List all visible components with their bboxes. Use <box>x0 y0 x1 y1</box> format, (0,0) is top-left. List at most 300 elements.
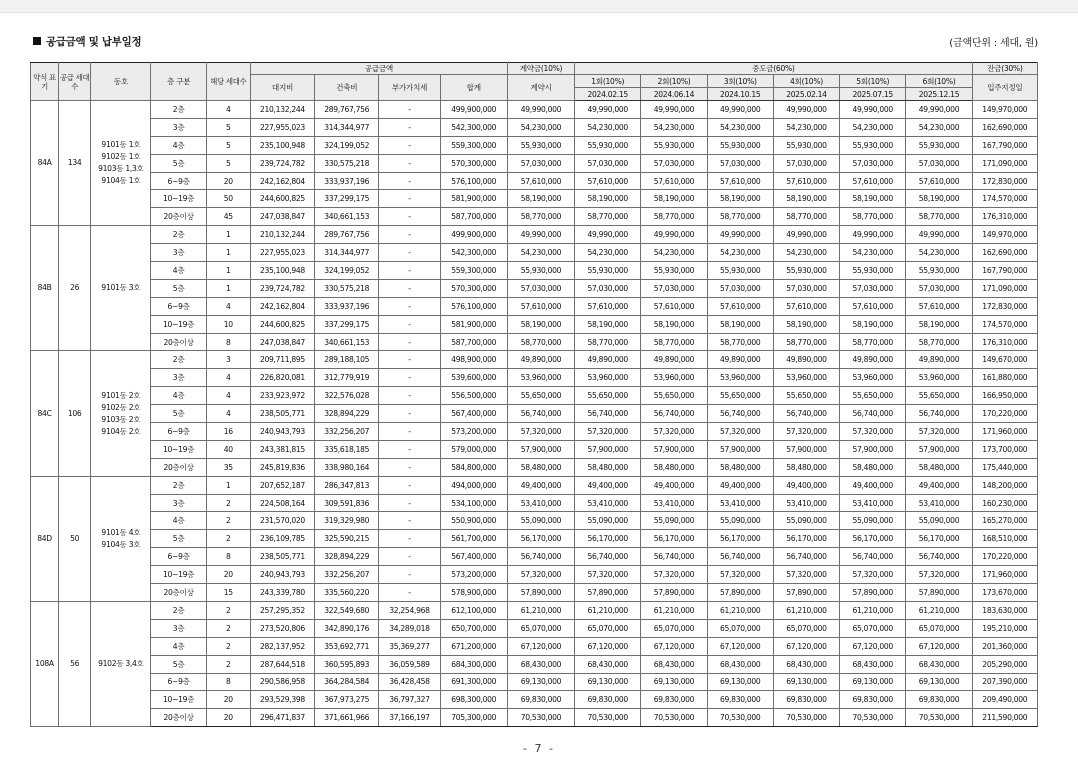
cell-land-cost: 224,508,164 <box>250 494 314 512</box>
cell-land-cost: 242,162,804 <box>250 297 314 315</box>
cell-floor: 10~19층 <box>151 566 206 584</box>
cell-total: 573,200,000 <box>440 566 507 584</box>
cell-vat: - <box>379 458 440 476</box>
cell-installment-6: 57,030,000 <box>906 279 972 297</box>
cell-vat: - <box>379 530 440 548</box>
cell-land-cost: 209,711,895 <box>250 351 314 369</box>
header-date-2: 2024.06.14 <box>641 88 707 101</box>
cell-vat: - <box>379 566 440 584</box>
cell-installment-3: 57,610,000 <box>707 297 773 315</box>
cell-balance: 173,700,000 <box>972 440 1037 458</box>
cell-installment-2: 55,090,000 <box>641 512 707 530</box>
dong-line: 9101동 1호 <box>101 140 141 150</box>
table-row <box>31 494 1038 512</box>
cell-deposit: 56,740,000 <box>507 405 574 423</box>
cell-installment-3: 49,400,000 <box>707 476 773 494</box>
table-row <box>31 369 1038 387</box>
cell-land-cost: 236,109,785 <box>250 530 314 548</box>
cell-floor: 10~19층 <box>151 691 206 709</box>
cell-installment-5: 57,900,000 <box>840 440 906 458</box>
cell-vat: 37,166,197 <box>379 709 440 727</box>
cell-installment-5: 49,990,000 <box>840 226 906 244</box>
table-row <box>31 154 1038 172</box>
cell-balance: 167,790,000 <box>972 262 1037 280</box>
cell-installment-1: 70,530,000 <box>575 709 641 727</box>
cell-balance: 175,440,000 <box>972 458 1037 476</box>
cell-vat: 36,428,458 <box>379 673 440 691</box>
cell-vat: - <box>379 387 440 405</box>
header-installment-4: 4회(10%) <box>773 75 839 88</box>
cell-land-cost: 239,724,782 <box>250 154 314 172</box>
cell-installment-2: 49,890,000 <box>641 351 707 369</box>
cell-installment-1: 55,930,000 <box>575 262 641 280</box>
cell-balance: 160,230,000 <box>972 494 1037 512</box>
cell-vat: - <box>379 440 440 458</box>
cell-total: 581,900,000 <box>440 190 507 208</box>
cell-land-cost: 243,339,780 <box>250 584 314 602</box>
cell-installment-3: 56,740,000 <box>707 405 773 423</box>
cell-installment-2: 49,990,000 <box>641 101 707 119</box>
cell-land-cost: 296,471,837 <box>250 709 314 727</box>
cell-building-cost: 314,344,977 <box>315 244 379 262</box>
cell-building-cost: 333,937,196 <box>315 297 379 315</box>
cell-installment-3: 61,210,000 <box>707 601 773 619</box>
cell-installment-2: 57,610,000 <box>641 297 707 315</box>
cell-deposit: 69,830,000 <box>507 691 574 709</box>
cell-installment-5: 54,230,000 <box>840 118 906 136</box>
cell-installment-3: 65,070,000 <box>707 619 773 637</box>
cell-building-cost: 364,284,584 <box>315 673 379 691</box>
cell-deposit: 57,890,000 <box>507 584 574 602</box>
table-row <box>31 226 1038 244</box>
cell-installment-5: 58,190,000 <box>840 315 906 333</box>
cell-households: 5 <box>206 118 250 136</box>
header-middle: 중도금(60%) <box>575 63 973 75</box>
cell-deposit: 58,190,000 <box>507 315 574 333</box>
cell-installment-2: 53,960,000 <box>641 369 707 387</box>
header-installment-6: 6회(10%) <box>906 75 972 88</box>
cell-building-cost: 289,767,756 <box>315 226 379 244</box>
cell-installment-4: 58,770,000 <box>773 333 839 351</box>
header-date-5: 2025.07.15 <box>840 88 906 101</box>
cell-households: 1 <box>206 226 250 244</box>
cell-installment-1: 58,190,000 <box>575 190 641 208</box>
cell-deposit: 57,030,000 <box>507 154 574 172</box>
cell-installment-2: 49,990,000 <box>641 226 707 244</box>
cell-installment-3: 57,030,000 <box>707 154 773 172</box>
cell-vat: - <box>379 512 440 530</box>
cell-installment-1: 57,610,000 <box>575 297 641 315</box>
dong-line: 9103동 1,3호 <box>98 164 144 174</box>
cell-installment-3: 70,530,000 <box>707 709 773 727</box>
cell-vat: - <box>379 476 440 494</box>
cell-land-cost: 240,943,793 <box>250 566 314 584</box>
cell-installment-1: 54,230,000 <box>575 244 641 262</box>
cell-total: 499,900,000 <box>440 101 507 119</box>
cell-households: 35 <box>206 458 250 476</box>
cell-installment-5: 69,130,000 <box>840 673 906 691</box>
cell-installment-1: 56,740,000 <box>575 548 641 566</box>
dong-line: 9104동 2호 <box>101 426 141 436</box>
cell-installment-6: 58,480,000 <box>906 458 972 476</box>
table-row <box>31 673 1038 691</box>
table-row <box>31 655 1038 673</box>
cell-building-cost: 319,329,980 <box>315 512 379 530</box>
cell-total: 559,300,000 <box>440 262 507 280</box>
cell-building-cost: 322,549,680 <box>315 601 379 619</box>
cell-installment-1: 69,830,000 <box>575 691 641 709</box>
cell-building-cost: 335,618,185 <box>315 440 379 458</box>
cell-land-cost: 287,644,518 <box>250 655 314 673</box>
table-row <box>31 244 1038 262</box>
header-type-abbr: 약식 표기 <box>31 63 59 101</box>
cell-total: 587,700,000 <box>440 333 507 351</box>
cell-installment-6: 54,230,000 <box>906 244 972 262</box>
cell-installment-2: 57,900,000 <box>641 440 707 458</box>
header-supply-households: 공급 세대수 <box>59 63 91 101</box>
cell-deposit: 49,990,000 <box>507 101 574 119</box>
cell-deposit: 57,030,000 <box>507 279 574 297</box>
cell-installment-5: 67,120,000 <box>840 637 906 655</box>
cell-installment-2: 58,770,000 <box>641 333 707 351</box>
cell-installment-6: 56,740,000 <box>906 405 972 423</box>
cell-total: 498,900,000 <box>440 351 507 369</box>
cell-total: 650,700,000 <box>440 619 507 637</box>
cell-floor: 4층 <box>151 262 206 280</box>
cell-building-cost: 338,980,164 <box>315 458 379 476</box>
cell-installment-4: 58,770,000 <box>773 208 839 226</box>
cell-households: 8 <box>206 548 250 566</box>
table-row <box>31 297 1038 315</box>
cell-balance: 211,590,000 <box>972 709 1037 727</box>
cell-land-cost: 233,923,972 <box>250 387 314 405</box>
cell-floor: 5층 <box>151 405 206 423</box>
cell-balance: 167,790,000 <box>972 136 1037 154</box>
cell-balance: 171,960,000 <box>972 423 1037 441</box>
cell-installment-4: 55,090,000 <box>773 512 839 530</box>
cell-installment-2: 57,610,000 <box>641 172 707 190</box>
cell-installment-5: 58,480,000 <box>840 458 906 476</box>
cell-installment-3: 49,990,000 <box>707 226 773 244</box>
cell-installment-3: 67,120,000 <box>707 637 773 655</box>
cell-floor: 2층 <box>151 101 206 119</box>
cell-land-cost: 244,600,825 <box>250 315 314 333</box>
cell-households: 50 <box>206 190 250 208</box>
cell-floor: 10~19층 <box>151 190 206 208</box>
cell-deposit: 61,210,000 <box>507 601 574 619</box>
cell-installment-6: 55,090,000 <box>906 512 972 530</box>
cell-installment-2: 61,210,000 <box>641 601 707 619</box>
header-building-cost: 건축비 <box>315 75 379 101</box>
cell-vat: - <box>379 118 440 136</box>
cell-households: 4 <box>206 387 250 405</box>
cell-vat: - <box>379 136 440 154</box>
cell-vat: - <box>379 244 440 262</box>
cell-installment-5: 54,230,000 <box>840 244 906 262</box>
cell-balance: 201,360,000 <box>972 637 1037 655</box>
cell-installment-4: 56,740,000 <box>773 548 839 566</box>
cell-building-cost: 324,199,052 <box>315 136 379 154</box>
cell-installment-3: 54,230,000 <box>707 118 773 136</box>
cell-floor: 3층 <box>151 619 206 637</box>
table-row <box>31 101 1038 119</box>
cell-building-cost: 289,767,756 <box>315 101 379 119</box>
header-installment-1: 1회(10%) <box>575 75 641 88</box>
cell-installment-3: 58,190,000 <box>707 315 773 333</box>
cell-installment-6: 58,770,000 <box>906 208 972 226</box>
cell-installment-2: 53,410,000 <box>641 494 707 512</box>
cell-balance: 161,880,000 <box>972 369 1037 387</box>
table-row <box>31 351 1038 369</box>
cell-building-cost: 332,256,207 <box>315 423 379 441</box>
header-deposit-when: 계약시 <box>507 75 574 101</box>
cell-households: 2 <box>206 619 250 637</box>
cell-installment-5: 55,930,000 <box>840 262 906 280</box>
cell-building-cost: 330,575,218 <box>315 154 379 172</box>
cell-installment-3: 54,230,000 <box>707 244 773 262</box>
cell-households: 5 <box>206 136 250 154</box>
cell-households: 45 <box>206 208 250 226</box>
cell-installment-6: 68,430,000 <box>906 655 972 673</box>
cell-installment-3: 49,890,000 <box>707 351 773 369</box>
cell-total: 499,900,000 <box>440 226 507 244</box>
cell-land-cost: 242,162,804 <box>250 172 314 190</box>
cell-land-cost: 226,820,081 <box>250 369 314 387</box>
cell-total: 542,300,000 <box>440 244 507 262</box>
cell-deposit: 55,930,000 <box>507 136 574 154</box>
cell-deposit: 69,130,000 <box>507 673 574 691</box>
header-row-1 <box>31 63 1038 75</box>
cell-households: 20 <box>206 566 250 584</box>
cell-total: 579,000,000 <box>440 440 507 458</box>
table-row <box>31 512 1038 530</box>
header-dong-ho: 동호 <box>91 63 151 101</box>
cell-installment-4: 67,120,000 <box>773 637 839 655</box>
header-deposit: 계약금(10%) <box>507 63 574 75</box>
cell-installment-6: 49,990,000 <box>906 226 972 244</box>
cell-deposit: 49,990,000 <box>507 226 574 244</box>
cell-supply-households: 106 <box>59 351 91 476</box>
cell-balance: 162,690,000 <box>972 244 1037 262</box>
cell-installment-4: 57,900,000 <box>773 440 839 458</box>
cell-total: 581,900,000 <box>440 315 507 333</box>
cell-installment-6: 49,890,000 <box>906 351 972 369</box>
cell-installment-3: 55,930,000 <box>707 136 773 154</box>
cell-total: 684,300,000 <box>440 655 507 673</box>
cell-land-cost: 235,100,948 <box>250 262 314 280</box>
unit-note: (금액단위 : 세대, 원) <box>949 38 1038 49</box>
cell-land-cost: 240,943,793 <box>250 423 314 441</box>
cell-building-cost: 342,890,176 <box>315 619 379 637</box>
cell-installment-2: 67,120,000 <box>641 637 707 655</box>
cell-installment-3: 57,900,000 <box>707 440 773 458</box>
cell-floor: 6~9층 <box>151 673 206 691</box>
cell-total: 578,900,000 <box>440 584 507 602</box>
cell-households: 1 <box>206 262 250 280</box>
table-row <box>31 423 1038 441</box>
cell-installment-2: 54,230,000 <box>641 244 707 262</box>
cell-installment-6: 70,530,000 <box>906 709 972 727</box>
cell-installment-3: 53,410,000 <box>707 494 773 512</box>
cell-installment-4: 49,990,000 <box>773 226 839 244</box>
cell-installment-6: 57,900,000 <box>906 440 972 458</box>
cell-vat: - <box>379 101 440 119</box>
cell-installment-1: 49,990,000 <box>575 226 641 244</box>
cell-installment-6: 56,170,000 <box>906 530 972 548</box>
cell-installment-5: 65,070,000 <box>840 619 906 637</box>
cell-installment-5: 57,610,000 <box>840 172 906 190</box>
dong-line: 9101동 3호 <box>101 283 141 293</box>
cell-installment-4: 55,650,000 <box>773 387 839 405</box>
cell-floor: 6~9층 <box>151 423 206 441</box>
cell-installment-5: 56,740,000 <box>840 405 906 423</box>
cell-installment-2: 58,770,000 <box>641 208 707 226</box>
square-bullet-icon <box>33 37 41 45</box>
cell-installment-5: 58,190,000 <box>840 190 906 208</box>
cell-total: 573,200,000 <box>440 423 507 441</box>
cell-installment-3: 56,170,000 <box>707 530 773 548</box>
cell-installment-2: 54,230,000 <box>641 118 707 136</box>
cell-installment-6: 57,320,000 <box>906 423 972 441</box>
cell-total: 542,300,000 <box>440 118 507 136</box>
cell-floor: 10~19층 <box>151 315 206 333</box>
header-balance: 잔금(30%) <box>972 63 1037 75</box>
cell-installment-6: 58,190,000 <box>906 190 972 208</box>
cell-building-cost: 289,188,105 <box>315 351 379 369</box>
cell-installment-6: 58,190,000 <box>906 315 972 333</box>
cell-land-cost: 238,505,771 <box>250 548 314 566</box>
cell-total: 576,100,000 <box>440 172 507 190</box>
cell-installment-4: 49,400,000 <box>773 476 839 494</box>
cell-installment-4: 58,480,000 <box>773 458 839 476</box>
cell-balance: 170,220,000 <box>972 548 1037 566</box>
cell-total: 556,500,000 <box>440 387 507 405</box>
cell-balance: 162,690,000 <box>972 118 1037 136</box>
cell-installment-1: 53,960,000 <box>575 369 641 387</box>
cell-land-cost: 244,600,825 <box>250 190 314 208</box>
cell-installment-4: 61,210,000 <box>773 601 839 619</box>
cell-households: 20 <box>206 709 250 727</box>
cell-installment-6: 55,930,000 <box>906 136 972 154</box>
table-row <box>31 601 1038 619</box>
cell-installment-3: 57,890,000 <box>707 584 773 602</box>
cell-households: 20 <box>206 172 250 190</box>
header-date-4: 2025.02.14 <box>773 88 839 101</box>
cell-installment-5: 58,770,000 <box>840 333 906 351</box>
cell-floor: 4층 <box>151 136 206 154</box>
cell-land-cost: 247,038,847 <box>250 208 314 226</box>
cell-vat: - <box>379 226 440 244</box>
cell-building-cost: 309,591,836 <box>315 494 379 512</box>
cell-installment-6: 69,830,000 <box>906 691 972 709</box>
cell-land-cost: 227,955,023 <box>250 244 314 262</box>
cell-installment-3: 69,830,000 <box>707 691 773 709</box>
cell-installment-5: 57,320,000 <box>840 566 906 584</box>
cell-installment-2: 70,530,000 <box>641 709 707 727</box>
header-floor-class: 층 구분 <box>151 63 206 101</box>
table-header <box>31 63 1038 101</box>
cell-installment-2: 58,190,000 <box>641 315 707 333</box>
cell-installment-4: 58,190,000 <box>773 315 839 333</box>
cell-deposit: 65,070,000 <box>507 619 574 637</box>
cell-deposit: 58,770,000 <box>507 208 574 226</box>
table-row <box>31 387 1038 405</box>
cell-dong-ho <box>91 226 151 351</box>
cell-installment-6: 57,320,000 <box>906 566 972 584</box>
cell-balance: 171,090,000 <box>972 279 1037 297</box>
cell-installment-1: 57,030,000 <box>575 279 641 297</box>
cell-installment-1: 57,890,000 <box>575 584 641 602</box>
cell-installment-5: 69,830,000 <box>840 691 906 709</box>
cell-total: 550,900,000 <box>440 512 507 530</box>
cell-installment-1: 49,400,000 <box>575 476 641 494</box>
header-date-3: 2024.10.15 <box>707 88 773 101</box>
cell-total: 494,000,000 <box>440 476 507 494</box>
cell-total: 691,300,000 <box>440 673 507 691</box>
cell-installment-5: 56,170,000 <box>840 530 906 548</box>
cell-deposit: 55,930,000 <box>507 262 574 280</box>
cell-installment-3: 58,770,000 <box>707 208 773 226</box>
cell-installment-2: 58,480,000 <box>641 458 707 476</box>
cell-installment-2: 56,740,000 <box>641 405 707 423</box>
cell-floor: 6~9층 <box>151 297 206 315</box>
cell-total: 539,600,000 <box>440 369 507 387</box>
cell-building-cost: 335,560,220 <box>315 584 379 602</box>
header-date-6: 2025.12.15 <box>906 88 972 101</box>
table-row <box>31 208 1038 226</box>
cell-vat: - <box>379 584 440 602</box>
cell-installment-3: 68,430,000 <box>707 655 773 673</box>
cell-installment-2: 65,070,000 <box>641 619 707 637</box>
cell-installment-4: 57,030,000 <box>773 154 839 172</box>
cell-balance: 174,570,000 <box>972 315 1037 333</box>
header-total: 합계 <box>440 75 507 101</box>
cell-type-abbr: 84D <box>31 476 59 601</box>
cell-installment-4: 70,530,000 <box>773 709 839 727</box>
cell-balance: 205,290,000 <box>972 655 1037 673</box>
cell-total: 559,300,000 <box>440 136 507 154</box>
cell-installment-1: 53,410,000 <box>575 494 641 512</box>
cell-installment-4: 56,170,000 <box>773 530 839 548</box>
cell-installment-5: 57,030,000 <box>840 154 906 172</box>
cell-installment-4: 55,930,000 <box>773 136 839 154</box>
header-land-cost: 대지비 <box>250 75 314 101</box>
cell-floor: 3층 <box>151 118 206 136</box>
cell-deposit: 58,480,000 <box>507 458 574 476</box>
cell-installment-2: 55,930,000 <box>641 136 707 154</box>
cell-installment-2: 57,030,000 <box>641 279 707 297</box>
cell-supply-households: 56 <box>59 601 91 726</box>
cell-installment-1: 67,120,000 <box>575 637 641 655</box>
cell-deposit: 55,090,000 <box>507 512 574 530</box>
cell-installment-1: 58,190,000 <box>575 315 641 333</box>
cell-installment-4: 53,960,000 <box>773 369 839 387</box>
cell-land-cost: 210,132,244 <box>250 101 314 119</box>
cell-total: 671,200,000 <box>440 637 507 655</box>
dong-line: 9103동 2호 <box>101 414 141 424</box>
cell-balance: 174,570,000 <box>972 190 1037 208</box>
cell-vat: - <box>379 297 440 315</box>
cell-balance: 173,670,000 <box>972 584 1037 602</box>
cell-deposit: 70,530,000 <box>507 709 574 727</box>
cell-supply-households: 26 <box>59 226 91 351</box>
cell-installment-4: 54,230,000 <box>773 118 839 136</box>
cell-building-cost: 312,779,919 <box>315 369 379 387</box>
cell-building-cost: 322,576,028 <box>315 387 379 405</box>
cell-floor: 6~9층 <box>151 172 206 190</box>
cell-deposit: 54,230,000 <box>507 118 574 136</box>
table-row <box>31 279 1038 297</box>
